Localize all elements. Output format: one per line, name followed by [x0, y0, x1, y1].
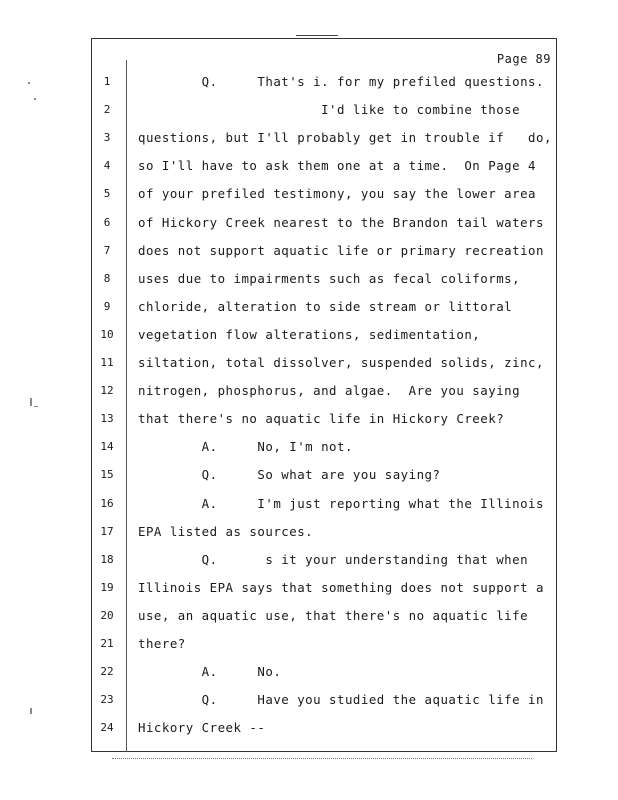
transcript-line-text: nitrogen, phosphorus, and algae. Are you saying [138, 383, 521, 399]
line-number: 9 [103, 299, 111, 313]
scan-speck [34, 98, 36, 100]
line-number: 10 [100, 327, 114, 341]
line-number: 12 [100, 384, 114, 398]
line-number: 4 [103, 159, 111, 173]
transcript-line-text: Q. So what are you saying? [138, 467, 441, 483]
line-number: 13 [100, 412, 114, 426]
transcript-line-text: A. I'm just reporting what the Illinois [138, 495, 544, 511]
line-number: 16 [100, 496, 114, 510]
line-number: 3 [103, 131, 111, 145]
transcript-line-text: Q. s it your understanding that when [138, 551, 529, 567]
transcript-line-text: A. No, I'm not. [138, 439, 353, 455]
transcript-line-text: siltation, total dissolver, suspended solids, zinc, [138, 355, 544, 370]
line-number: 22 [100, 665, 114, 679]
transcript-line-text: questions, but I'll probably get in trouble if do, [138, 130, 552, 146]
top-scan-mark [296, 35, 338, 36]
page-number-label: Page 89 [496, 52, 551, 66]
line-number: 14 [100, 440, 114, 454]
transcript-line-text: I'd like to combine those [138, 102, 521, 118]
transcript-line-text: does not support aquatic life or primary recreation [138, 242, 544, 258]
line-number: 23 [100, 693, 114, 707]
transcript-line-text: Q. That's i. for my prefiled questions. [138, 74, 544, 89]
transcript-line-text: use, an aquatic use, that there's no aquatic life [138, 607, 529, 623]
transcript-line-text: of Hickory Creek nearest to the Brandon tail waters [138, 214, 544, 230]
line-number: 1 [103, 75, 111, 88]
scan-speck [28, 82, 30, 84]
transcript-line-text: uses due to impairments such as fecal coliforms, [138, 270, 521, 286]
transcript-line-text: vegetation flow alterations, sedimentation, [138, 326, 481, 342]
line-number: 5 [103, 187, 111, 201]
line-number: 11 [100, 356, 114, 369]
line-number: 2 [103, 103, 111, 117]
line-number: 17 [100, 524, 114, 538]
scan-speck [30, 708, 32, 714]
line-number: 15 [100, 468, 114, 482]
line-number: 24 [100, 721, 114, 735]
transcript-line-text: A. No. [138, 664, 282, 680]
transcript-line-text: Hickory Creek -- [138, 720, 266, 736]
line-number-rule [126, 60, 127, 752]
transcript-line-text: of your prefiled testimony, you say the lower area [138, 186, 536, 202]
transcript-line-text: chloride, alteration to side stream or littoral [138, 298, 513, 314]
line-number: 20 [100, 608, 114, 622]
line-number: 18 [100, 552, 114, 566]
transcript-line-text: there? [138, 636, 186, 651]
line-number: 19 [100, 580, 114, 594]
line-number: 7 [103, 243, 111, 257]
transcript-line-text: so I'll have to ask them one at a time. On Page 4 [138, 158, 536, 174]
scan-speck [34, 406, 38, 407]
transcript-line-text: that there's no aquatic life in Hickory Creek? [138, 411, 505, 427]
scan-speck [30, 398, 32, 406]
line-number: 8 [103, 271, 111, 285]
transcript-line-text: Q. Have you studied the aquatic life in [138, 692, 544, 708]
transcript-line-text: Illinois EPA says that something does not support a [138, 579, 544, 595]
line-number: 6 [103, 215, 111, 229]
footer-rule [112, 758, 532, 759]
transcript-line-text: EPA listed as sources. [138, 523, 314, 539]
line-number: 21 [100, 637, 114, 650]
